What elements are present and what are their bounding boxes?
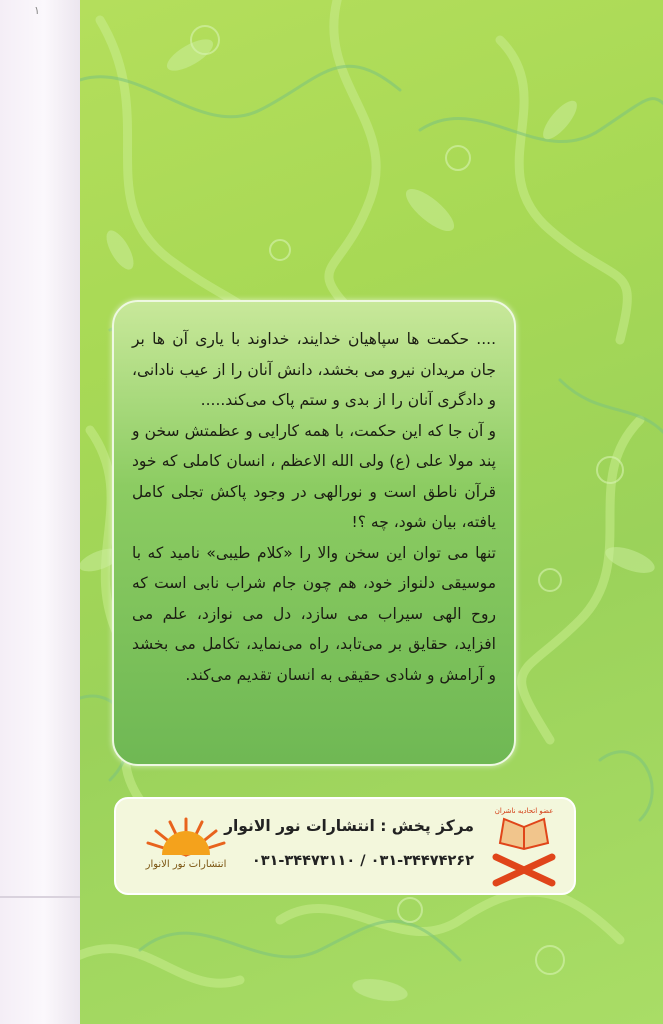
sunrise-icon: [136, 811, 236, 887]
publisher-logo: [136, 811, 236, 887]
distribution-footer: [114, 797, 576, 895]
book-spine: [0, 0, 80, 1024]
spine-crease: [0, 896, 80, 898]
phone-numbers: ۰۳۱-۳۴۴۷۴۲۶۲ / ۰۳۱-۳۴۴۷۳۱۱۰: [251, 853, 474, 869]
emblem-text: عضو اتحادیه ناشران: [494, 807, 554, 815]
spine-mark: ۱: [34, 4, 40, 17]
open-book-icon: [484, 805, 564, 891]
quote-paragraph-3: تنها می توان این سخن والا را «کلام طیبی» نامید که با موسیقی دلنواز خود، هم چون جام شراب نابی است که روح الهی سیراب می سازد، دل می نوازد، علم می افزاید، حقایق بر می‌تابد، راه می‌نماید، تکامل می بخشد و آرامش و شادی حقیقی به انسان تقدیم می‌کند.: [132, 543, 496, 684]
publishers-union-emblem: [484, 805, 564, 891]
distribution-label: مرکز پخش : انتشارات نور الانوار: [224, 817, 474, 835]
publisher-logo-text: انتشارات نور الانوار: [145, 859, 227, 870]
quote-paragraph-1: .... حکمت ها سپاهیان خدایند، خداوند با یاری آن ها بر جان مریدان نیرو می بخشد، دانش آنان را از عیب نادانی، و دادگری آنان را از بدی و ستم پاک می‌کند.....: [132, 330, 496, 409]
quote-paragraph-2: و آن جا که این حکمت، با همه کارایی و عظمتش سخن و پند مولا علی (ع) ولی الله الاعظم ، انسان کاملی که خود قرآن ناطق است و نورالهی در وجود پاکش تجلی کامل یافته، بیان شود، چه ؟!: [132, 421, 496, 531]
quote-panel: [112, 300, 516, 766]
